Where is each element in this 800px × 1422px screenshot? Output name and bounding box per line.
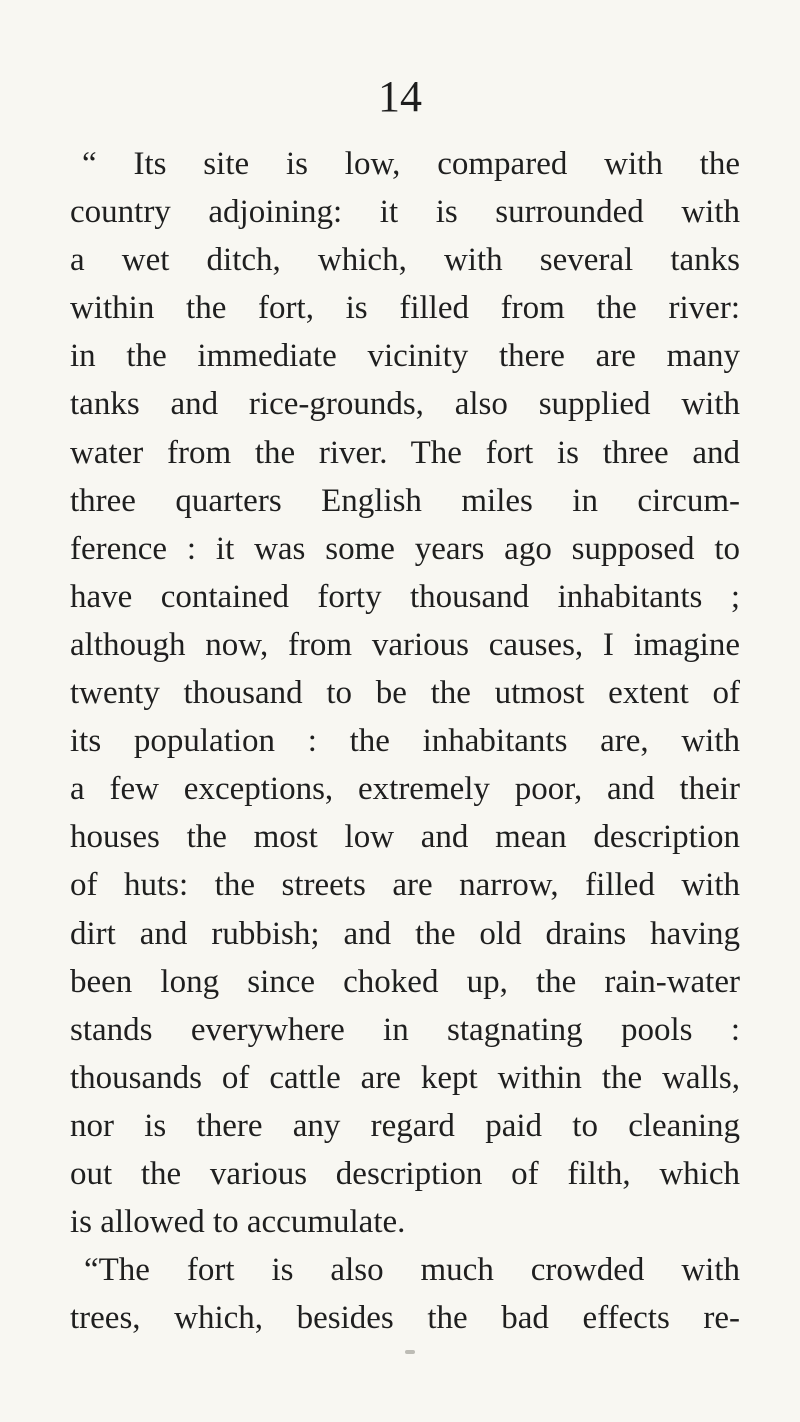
paper-mark: [405, 1350, 415, 1354]
text-line: three quarters English miles in circum-: [70, 482, 740, 519]
body-text: [70, 140, 740, 1342]
text-line: in the immediate vicinity there are many: [70, 338, 740, 375]
text-line: “ Its site is low, compared with the: [82, 146, 740, 182]
text-line: nor is there any regard paid to cleaning: [70, 1107, 740, 1144]
text-line: is allowed to accumulate.: [70, 1204, 406, 1241]
text-line: dirt and rubbish; and the old drains having: [70, 915, 740, 952]
text-line: “The fort is also much crowded with: [84, 1252, 740, 1289]
text-line: have contained forty thousand inhabitants ;: [70, 578, 740, 615]
text-line: of huts: the streets are narrow, filled with: [70, 867, 740, 904]
text-line: thousands of cattle are kept within the walls,: [70, 1059, 740, 1096]
text-line: trees, which, besides the bad effects re-: [70, 1300, 740, 1337]
text-line: its population : the inhabitants are, with: [70, 723, 740, 760]
text-line: out the various description of filth, which: [70, 1155, 740, 1192]
text-line: a wet ditch, which, with several tanks: [70, 242, 740, 279]
text-line: twenty thousand to be the utmost extent of: [70, 675, 740, 712]
text-line: tanks and rice-grounds, also supplied with: [70, 386, 740, 423]
text-line: been long since choked up, the rain-water: [70, 963, 740, 1000]
text-line: stands everywhere in stagnating pools :: [70, 1011, 740, 1048]
text-line: houses the most low and mean description: [70, 819, 740, 856]
text-line: although now, from various causes, I imagine: [70, 626, 740, 663]
text-line: water from the river. The fort is three and: [70, 434, 740, 471]
text-line: ference : it was some years ago supposed to: [70, 530, 740, 567]
page-number: 14: [378, 72, 422, 121]
text-line: country adjoining: it is surrounded with: [70, 194, 740, 231]
text-line: a few exceptions, extremely poor, and their: [70, 771, 740, 808]
text-line: within the fort, is filled from the river:: [70, 290, 740, 327]
